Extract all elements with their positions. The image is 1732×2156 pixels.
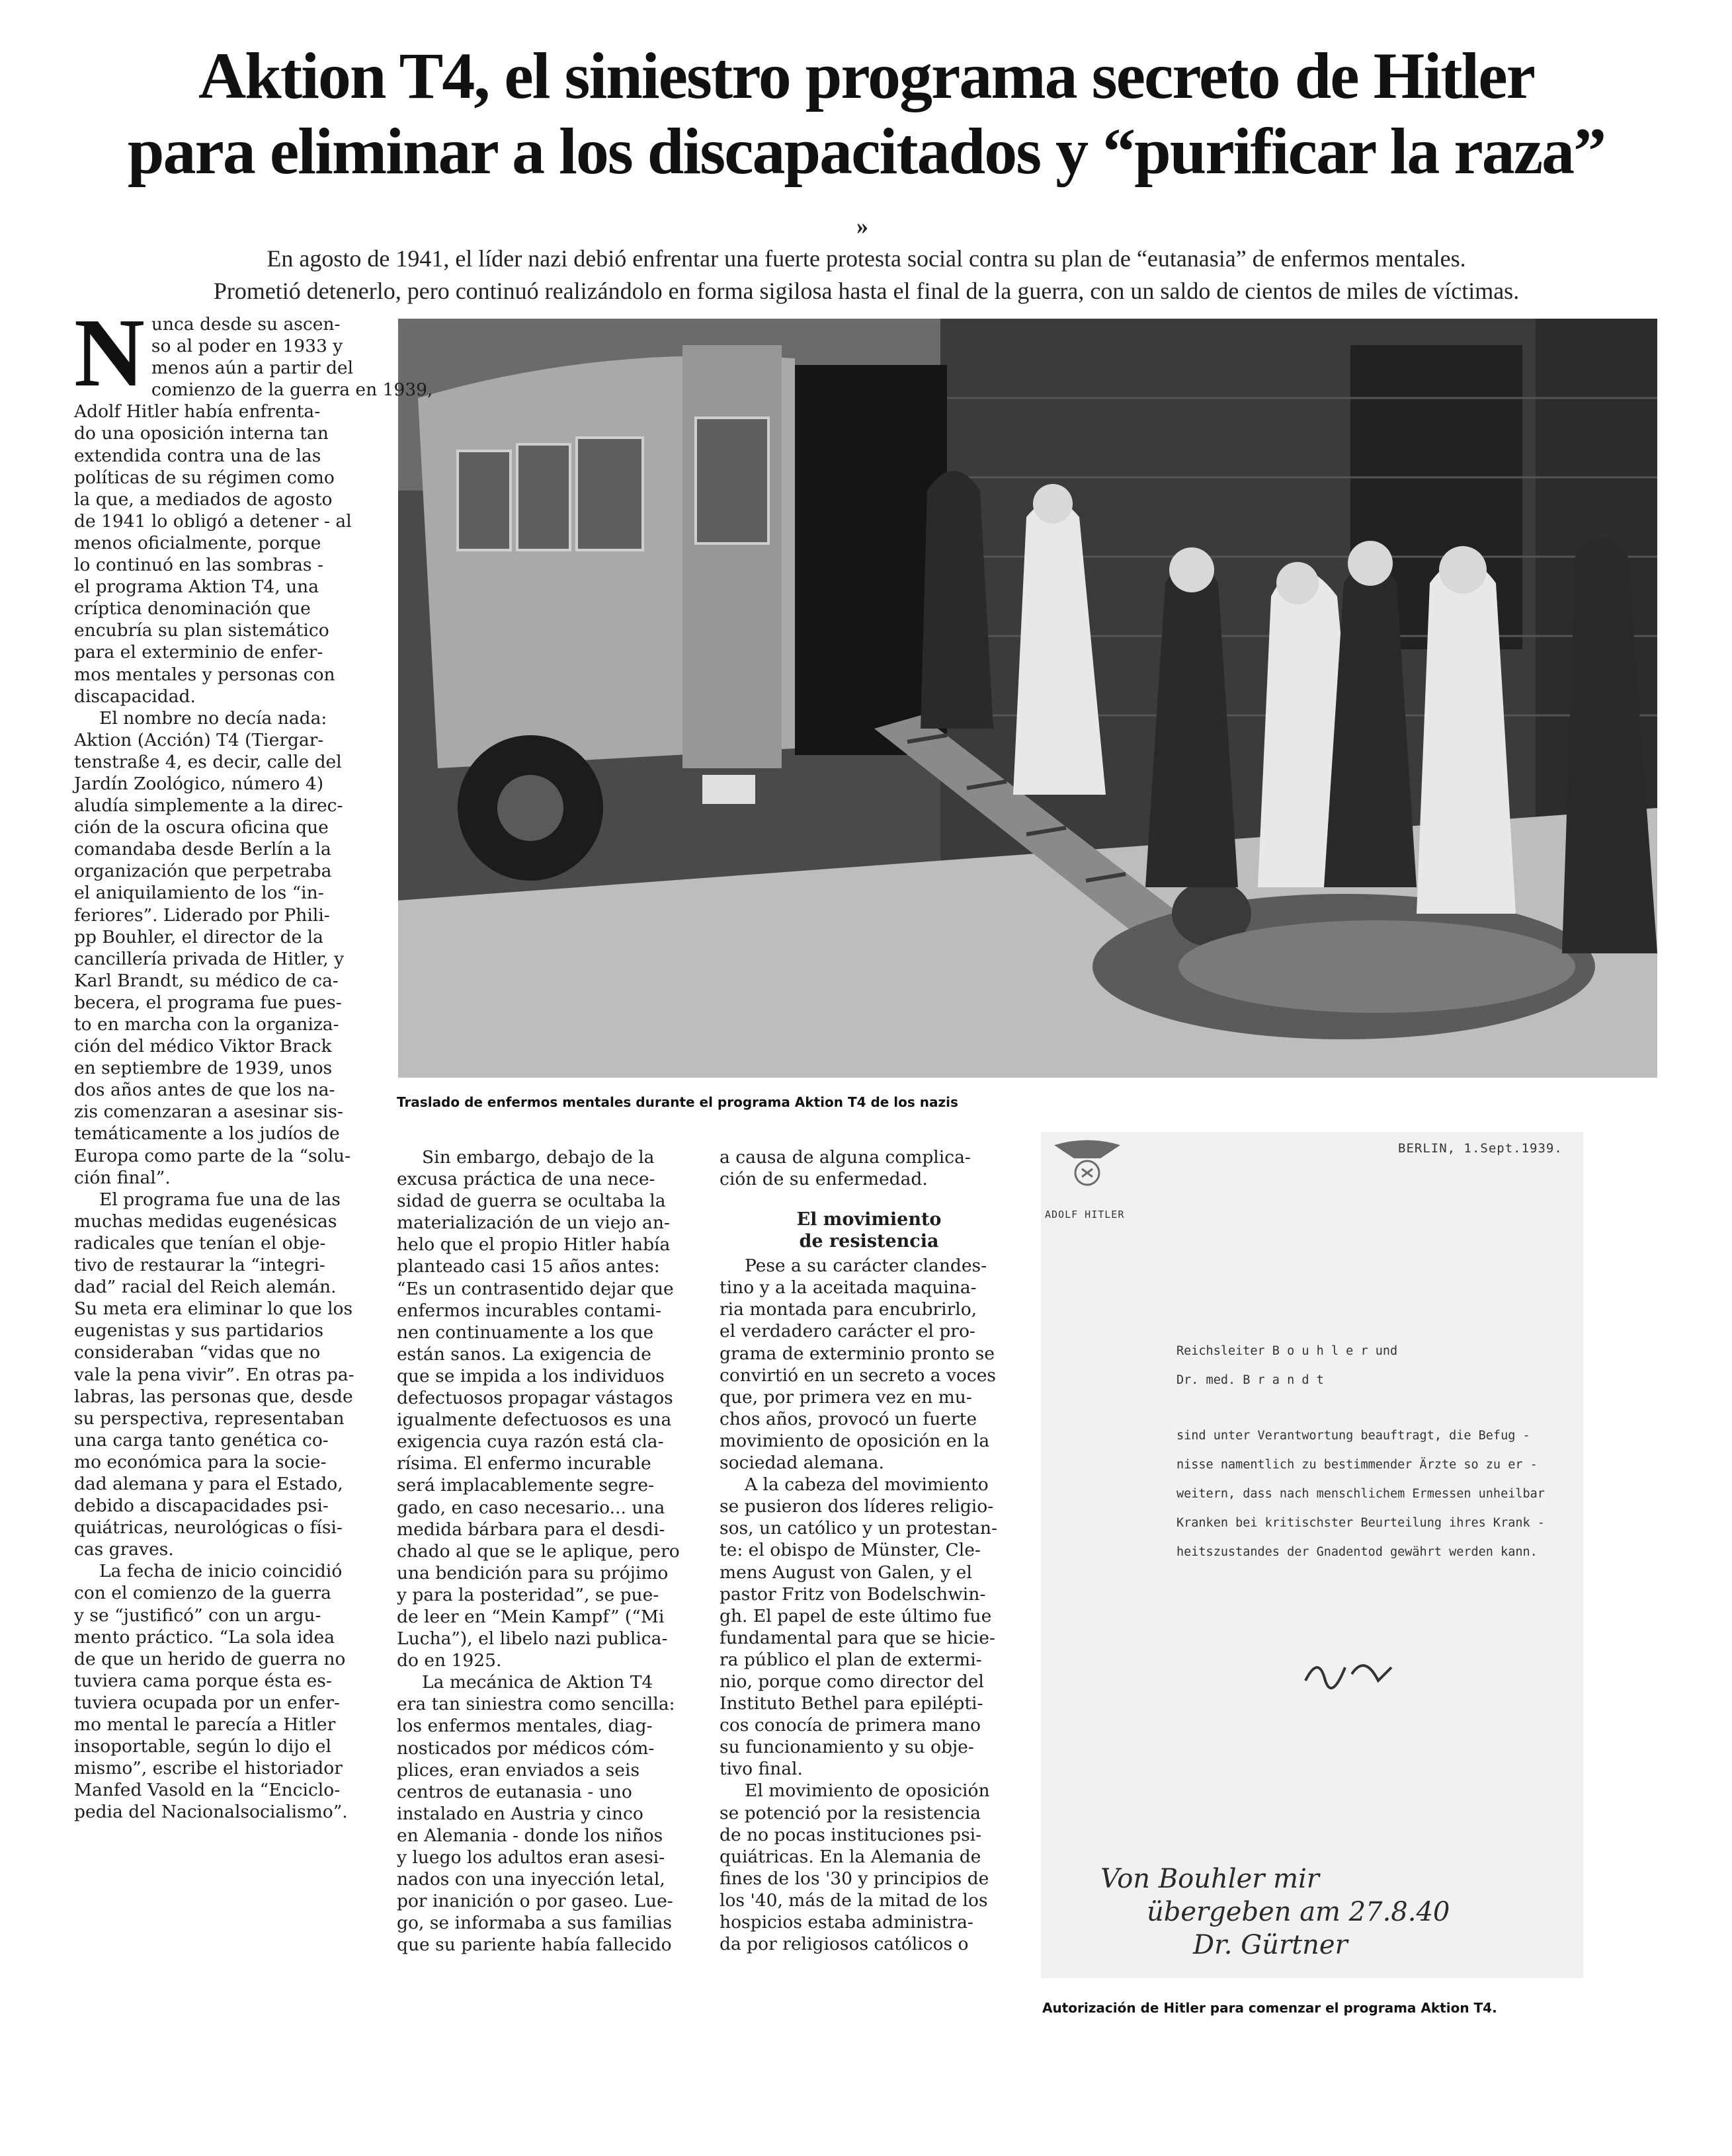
text-line: dad” racial del Reich alemán.	[74, 1277, 337, 1298]
text-line: el programa Aktion T4, una	[74, 577, 319, 598]
text-line: helo que el propio Hitler había	[397, 1234, 671, 1256]
text-line: pp Bouhler, el director de la	[74, 926, 323, 947]
letter-body	[1176, 1337, 1545, 1567]
handwritten-line: übergeben am 27.8.40	[1147, 1897, 1450, 1927]
headline-line-2: para eliminar a los discapacitados y “purificar la raza”	[127, 114, 1606, 188]
text-line: sos, un católico y un protestan-	[720, 1518, 997, 1539]
handwritten-line: Dr. Gürtner	[1193, 1930, 1348, 1960]
text-line: el verdadero carácter el pro-	[720, 1321, 975, 1342]
text-line: en septiembre de 1939, unos	[74, 1058, 333, 1079]
text-line: convirtió en un secreto a voces	[720, 1365, 996, 1386]
text-line: fundamental para que se hicie-	[720, 1627, 995, 1648]
text-line: y para la posteridad”, se pue-	[397, 1584, 659, 1605]
letter-line: weitern, dass nach menschlichem Ermessen unheilbar	[1176, 1487, 1545, 1501]
text-line: su perspectiva, representaban	[74, 1408, 345, 1429]
text-line: Pese a su carácter clandes-	[745, 1256, 987, 1277]
text-line: quiátricas, neurológicas o físi-	[74, 1517, 343, 1538]
text-line: tivo de restaurar la “integri-	[74, 1255, 325, 1276]
text-line: nen continuamente a los que	[397, 1322, 654, 1343]
text-line: políticas de su régimen como	[74, 467, 335, 488]
text-line: tuviera cama porque ésta es-	[74, 1670, 332, 1691]
text-line: de 1941 lo obligó a detener - al	[74, 510, 352, 532]
article-column-2	[397, 1146, 696, 1956]
text-line: El programa fue una de las	[99, 1189, 341, 1210]
lead-paragraph	[73, 210, 1660, 307]
text-line: gado, en caso necesario... una	[397, 1497, 665, 1518]
text-line: defectuosos propagar vástagos	[397, 1388, 673, 1409]
text-line: nados con una inyección letal,	[397, 1869, 665, 1890]
headline-line-1: Aktion T4, el siniestro programa secreto de Hitler	[198, 39, 1535, 112]
text-line: de no pocas instituciones psi-	[720, 1824, 982, 1845]
text-line: consideraban “vidas que no	[74, 1342, 321, 1363]
section-subhead	[720, 1209, 1018, 1252]
text-line: Instituto Bethel para epilépti-	[720, 1693, 983, 1714]
text-line: hospicios estaba administra-	[720, 1912, 973, 1933]
text-line: Jardín Zoológico, número 4)	[74, 773, 324, 794]
text-line: fines de los '30 y principios de	[720, 1868, 989, 1889]
text-line: de leer en “Mein Kampf” (“Mi	[397, 1606, 665, 1627]
text-line: grama de exterminio pronto se	[720, 1343, 995, 1364]
text-line: será implacablemente segre-	[397, 1475, 654, 1496]
text-line: feriores”. Liderado por Phili-	[74, 904, 330, 926]
text-line: la que, a mediados de agosto	[74, 489, 333, 510]
text-line: La fecha de inicio coincidió	[99, 1561, 343, 1582]
text-line: los enfermos mentales, diag-	[397, 1716, 653, 1737]
handwritten-note	[1100, 1862, 1450, 1962]
letter-line: Dr. med. B r a n d t	[1176, 1373, 1324, 1387]
text-line: ra público el plan de extermi-	[720, 1649, 982, 1670]
chevron-right-icon: »	[856, 213, 868, 239]
text-line: medida bárbara para el desdi-	[397, 1519, 665, 1540]
text-line: que, por primera vez en mu-	[720, 1386, 972, 1408]
text-line: tenstraße 4, es decir, calle del	[74, 751, 342, 772]
text-line: era tan siniestra como sencilla:	[397, 1694, 675, 1715]
text-line: La mecánica de Aktion T4	[422, 1672, 653, 1693]
text-line: Karl Brandt, su médico de ca-	[74, 970, 339, 991]
text-line: menos oficialmente, porque	[74, 532, 321, 553]
text-line: dad alemana y para el Estado,	[74, 1473, 343, 1494]
text-line: do en 1925.	[397, 1650, 502, 1671]
text-line: con el comienzo de la guerra	[74, 1583, 331, 1604]
letter-caption: Autorización de Hitler para comenzar el programa Aktion T4.	[1042, 2000, 1497, 2016]
photo-illustration	[398, 319, 1657, 1078]
column-1-lines	[74, 299, 433, 1823]
text-line: comienzo de la guerra en 1939,	[151, 379, 433, 401]
text-line: vale la pena vivir”. En otras pa-	[74, 1364, 354, 1385]
text-line: y luego los adultos eran asesi-	[397, 1847, 665, 1868]
text-line: te: el obispo de Münster, Cle-	[720, 1540, 981, 1561]
text-line: go, se informaba a sus familias	[397, 1913, 673, 1934]
text-line: instalado en Austria y cinco	[397, 1803, 643, 1824]
letter-document-image	[1041, 1132, 1583, 1978]
text-line: so al poder en 1933 y	[151, 336, 343, 357]
text-line: Su meta era eliminar lo que los	[74, 1298, 353, 1320]
letter-line: Reichsleiter B o u h l e r und	[1176, 1344, 1398, 1358]
text-line: menos aún a partir del	[151, 358, 354, 379]
text-line: organización que perpetraba	[74, 861, 332, 882]
text-line: pastor Fritz von Bodelschwin-	[720, 1583, 986, 1605]
text-line: mens August von Galen, y el	[720, 1562, 972, 1583]
text-line: el aniquilamiento de los “in-	[74, 883, 324, 904]
text-line: críptica denominación que	[74, 598, 311, 619]
letterhead-name: ADOLF HITLER	[1045, 1209, 1125, 1220]
lead-line-1	[73, 210, 1660, 275]
text-line: a causa de alguna complica-	[720, 1147, 971, 1168]
letter-line: nisse namentlich zu bestimmender Ärzte so zu er -	[1176, 1458, 1538, 1472]
text-line: por inanición o por gaseo. Lue-	[397, 1891, 673, 1912]
text-line: Manfed Vasold en la “Enciclo-	[74, 1780, 341, 1801]
text-line: materialización de un viejo an-	[397, 1213, 670, 1234]
text-line: movimiento de oposición en la	[720, 1430, 990, 1451]
text-line: en Alemania - donde los niños	[397, 1825, 663, 1846]
text-line: mo mental le parecía a Hitler	[74, 1714, 336, 1735]
text-line: chos años, provocó un fuerte	[720, 1408, 977, 1429]
text-line: una carga tanto genética co-	[74, 1429, 329, 1451]
text-line: exigencia cuya razón está cla-	[397, 1431, 664, 1453]
text-line: do una oposición interna tan	[74, 423, 329, 444]
letter-date: BERLIN, 1.Sept.1939.	[1398, 1141, 1563, 1156]
text-line: comandaba desde Berlín a la	[74, 839, 331, 860]
text-line: nio, porque como director del	[720, 1671, 984, 1692]
text-line: Adolf Hitler había enfrenta-	[74, 401, 321, 422]
text-line: El nombre no decía nada:	[99, 707, 327, 729]
text-line: Europa como parte de la “solu-	[74, 1145, 351, 1166]
text-line: que se impida a los individuos	[397, 1365, 665, 1386]
text-line: los '40, más de la mitad de los	[720, 1890, 988, 1911]
lead-line-1-text: En agosto de 1941, el líder nazi debió enfrentar una fuerte protesta social contra su plan de “eutanasia” de enfermos mentales.	[267, 245, 1466, 272]
text-line: labras, las personas que, desde	[74, 1386, 353, 1407]
text-line: becera, el programa fue pues-	[74, 992, 342, 1013]
text-line: zis comenzaran a asesinar sis-	[74, 1101, 343, 1123]
letter-line: sind unter Verantwortung beauftragt, die Befug -	[1176, 1429, 1530, 1443]
text-line: extendida contra una de las	[74, 445, 321, 466]
text-line: su funcionamiento y su obje-	[720, 1737, 974, 1758]
text-line: muchas medidas eugenésicas	[74, 1211, 337, 1232]
text-line: Lucha”), el libelo nazi publica-	[397, 1628, 668, 1650]
text-line: igualmente defectuosos es una	[397, 1410, 672, 1431]
column-2-lines	[397, 1146, 696, 1956]
text-line: cancillería privada de Hitler, y	[74, 948, 345, 969]
text-line: nosticados por médicos cóm-	[397, 1737, 655, 1759]
headline	[40, 38, 1693, 189]
text-line: mismo”, escribe el historiador	[74, 1758, 343, 1779]
text-line: y se “justificó” con un argu-	[74, 1605, 321, 1626]
text-line: discapacidad.	[74, 686, 196, 707]
photo-caption: Traslado de enfermos mentales durante el programa Aktion T4 de los nazis	[397, 1094, 958, 1110]
subhead-line-2: de resistencia	[799, 1231, 939, 1252]
text-line: eugenistas y sus partidarios	[74, 1320, 324, 1341]
text-line: planteado casi 15 años antes:	[397, 1256, 660, 1277]
text-line: mento práctico. “La sola idea	[74, 1626, 335, 1648]
article-column-3	[720, 1146, 1018, 1955]
text-line: centros de eutanasia - uno	[397, 1781, 632, 1802]
text-line: aludía simplemente a la direc-	[74, 795, 343, 817]
letter-line: heitszustandes der Gnadentod gewährt werden kann.	[1176, 1545, 1538, 1559]
text-line: radicales que tenían el obje-	[74, 1232, 326, 1254]
text-line: lo continuó en las sombras -	[74, 555, 323, 576]
text-line: una bendición para su prójimo	[397, 1562, 669, 1583]
text-line: tivo final.	[720, 1759, 803, 1780]
text-line: para el exterminio de enfer-	[74, 642, 323, 663]
photo-ambulance-transfer	[398, 319, 1657, 1078]
text-line: ción de la oscura oficina que	[74, 817, 329, 838]
text-line: gh. El papel de este último fue	[720, 1605, 992, 1626]
text-line: unca desde su ascen-	[151, 314, 341, 335]
text-line: to en marcha con la organiza-	[74, 1014, 339, 1035]
text-line: de que un herido de guerra no	[74, 1648, 346, 1669]
text-line: plices, eran enviados a seis	[397, 1759, 640, 1780]
text-line: da por religiosos católicos o	[720, 1934, 969, 1955]
text-line: temáticamente a los judíos de	[74, 1123, 340, 1144]
article-column-1	[74, 299, 433, 1823]
text-line: excusa práctica de una nece-	[397, 1169, 655, 1190]
text-line: se pusieron dos líderes religio-	[720, 1496, 994, 1517]
text-line: chado al que se le aplique, pero	[397, 1540, 680, 1562]
text-line: debido a discapacidades psi-	[74, 1496, 329, 1517]
letter-line: Kranken bei kritischster Beurteilung ihres Krank -	[1176, 1516, 1545, 1530]
text-line: insoportable, según lo dijo el	[74, 1736, 331, 1757]
text-line: sociedad alemana.	[720, 1453, 884, 1474]
text-line: quiátricas. En la Alemania de	[720, 1846, 981, 1867]
text-line: ción final”.	[74, 1167, 171, 1188]
column-3-lines	[720, 1255, 1018, 1955]
text-line: están sanos. La exigencia de	[397, 1343, 651, 1365]
text-line: tuviera ocupada por un enfer-	[74, 1692, 340, 1713]
text-line: ción del médico Viktor Brack	[74, 1036, 332, 1057]
text-line: mos mentales y personas con	[74, 664, 335, 685]
text-line: mo económica para la socie-	[74, 1451, 327, 1472]
text-line: pedia del Nacionalsocialismo”.	[74, 1802, 348, 1823]
handwritten-line: Von Bouhler mir	[1100, 1864, 1319, 1894]
text-line: A la cabeza del movimiento	[745, 1474, 989, 1496]
lead-line-2: Prometió detenerlo, pero continuó realizándolo en forma sigilosa hasta el final de la guerra, con un saldo de cientos de miles de víctimas.	[213, 278, 1520, 304]
text-line: El movimiento de oposición	[745, 1780, 990, 1802]
text-line: encubría su plan sistemático	[74, 620, 329, 641]
text-line: sidad de guerra se ocultaba la	[397, 1191, 666, 1212]
text-line: que su pariente había fallecido	[397, 1935, 672, 1956]
text-line: Sin embargo, debajo de la	[422, 1147, 655, 1168]
text-line: tino y a la aceitada maquina-	[720, 1277, 977, 1298]
text-line: ria montada para encubrirlo,	[720, 1299, 977, 1320]
text-line: ción de su enfermedad.	[720, 1169, 928, 1190]
column-3-intro-lines	[720, 1146, 1018, 1190]
drop-cap: N	[74, 299, 145, 407]
text-line: cos conocía de primera mano	[720, 1715, 981, 1736]
subhead-line-1: El movimiento	[796, 1209, 942, 1230]
text-line: dos años antes de que los na-	[74, 1080, 335, 1101]
eagle-seal-icon	[1054, 1140, 1120, 1185]
text-line: Aktion (Acción) T4 (Tiergar-	[74, 729, 324, 750]
text-line: “Es un contrasentido dejar que	[397, 1278, 674, 1299]
text-line: se potenció por la resistencia	[720, 1802, 981, 1823]
text-line: enfermos incurables contami-	[397, 1300, 661, 1321]
text-line: rísima. El enfermo incurable	[397, 1453, 651, 1474]
text-line: cas graves.	[74, 1539, 174, 1560]
